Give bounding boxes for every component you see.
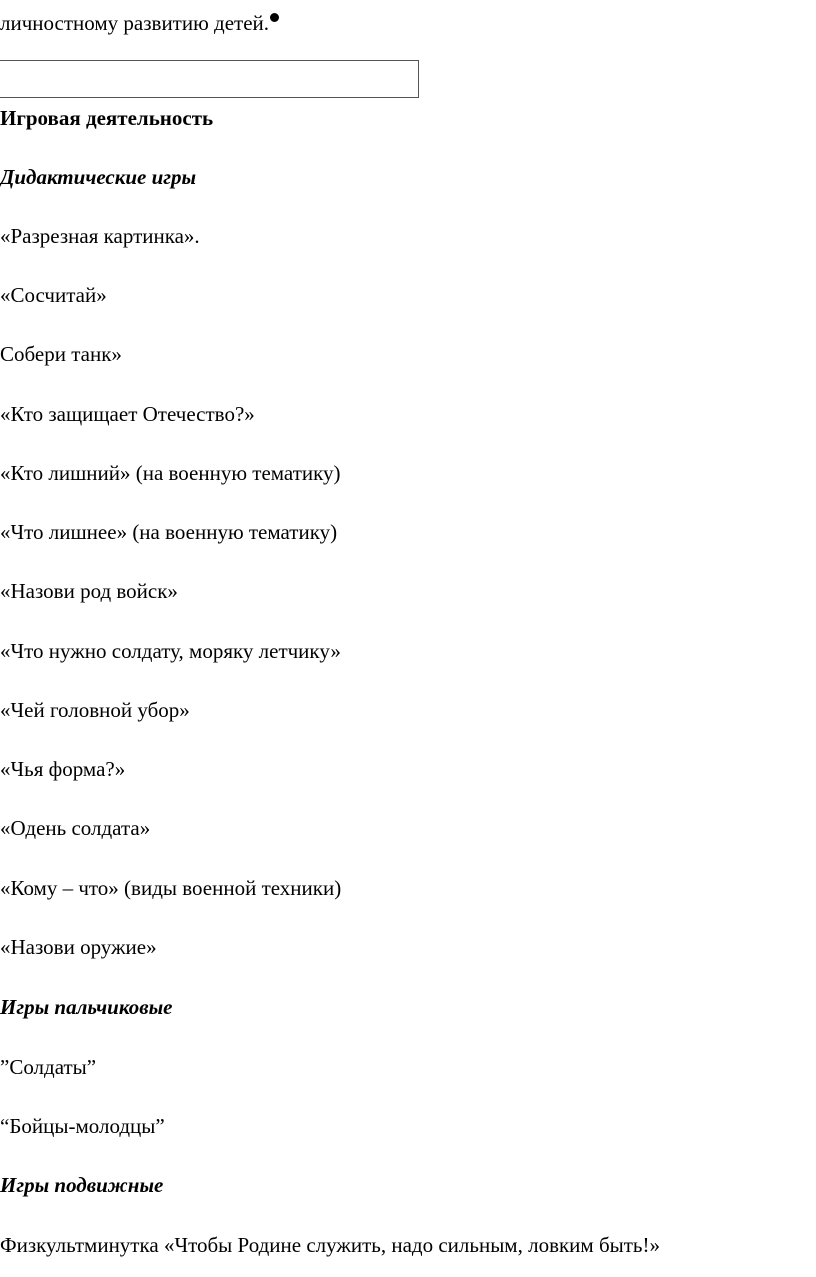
list-item: Собери танк» <box>0 342 122 366</box>
list-item: «Кому – что» (виды военной техники) <box>0 876 342 900</box>
list-item: ”Солдаты” <box>0 1055 97 1079</box>
intro-line <box>0 10 279 36</box>
empty-text-box <box>0 60 419 98</box>
intro-text: личностному развитию детей. <box>0 11 270 35</box>
section-title-didactic: Дидактические игры <box>0 165 197 189</box>
list-item: «Назови оружие» <box>0 935 157 959</box>
section-title-finger: Игры пальчиковые <box>0 995 173 1019</box>
list-item: Физкультминутка «Чтобы Родине служить, надо сильным, ловким быть!» <box>0 1233 661 1257</box>
heading-main: Игровая деятельность <box>0 106 214 130</box>
section-title-outdoor: Игры подвижные <box>0 1173 164 1197</box>
bullet-icon <box>270 13 279 22</box>
list-item: «Чья форма?» <box>0 757 126 781</box>
list-item: «Одень солдата» <box>0 816 151 840</box>
list-item: «Что лишнее» (на военную тематику) <box>0 520 338 544</box>
list-item: «Сосчитай» <box>0 283 107 307</box>
list-item: «Кто защищает Отечество?» <box>0 402 255 426</box>
list-item: «Чей головной убор» <box>0 698 190 722</box>
list-item: “Бойцы-молодцы” <box>0 1114 165 1138</box>
list-item: «Разрезная картинка». <box>0 224 200 248</box>
list-item: «Кто лишний» (на военную тематику) <box>0 461 341 485</box>
list-item: «Что нужно солдату, моряку летчику» <box>0 639 341 663</box>
list-item: «Назови род войск» <box>0 579 178 603</box>
